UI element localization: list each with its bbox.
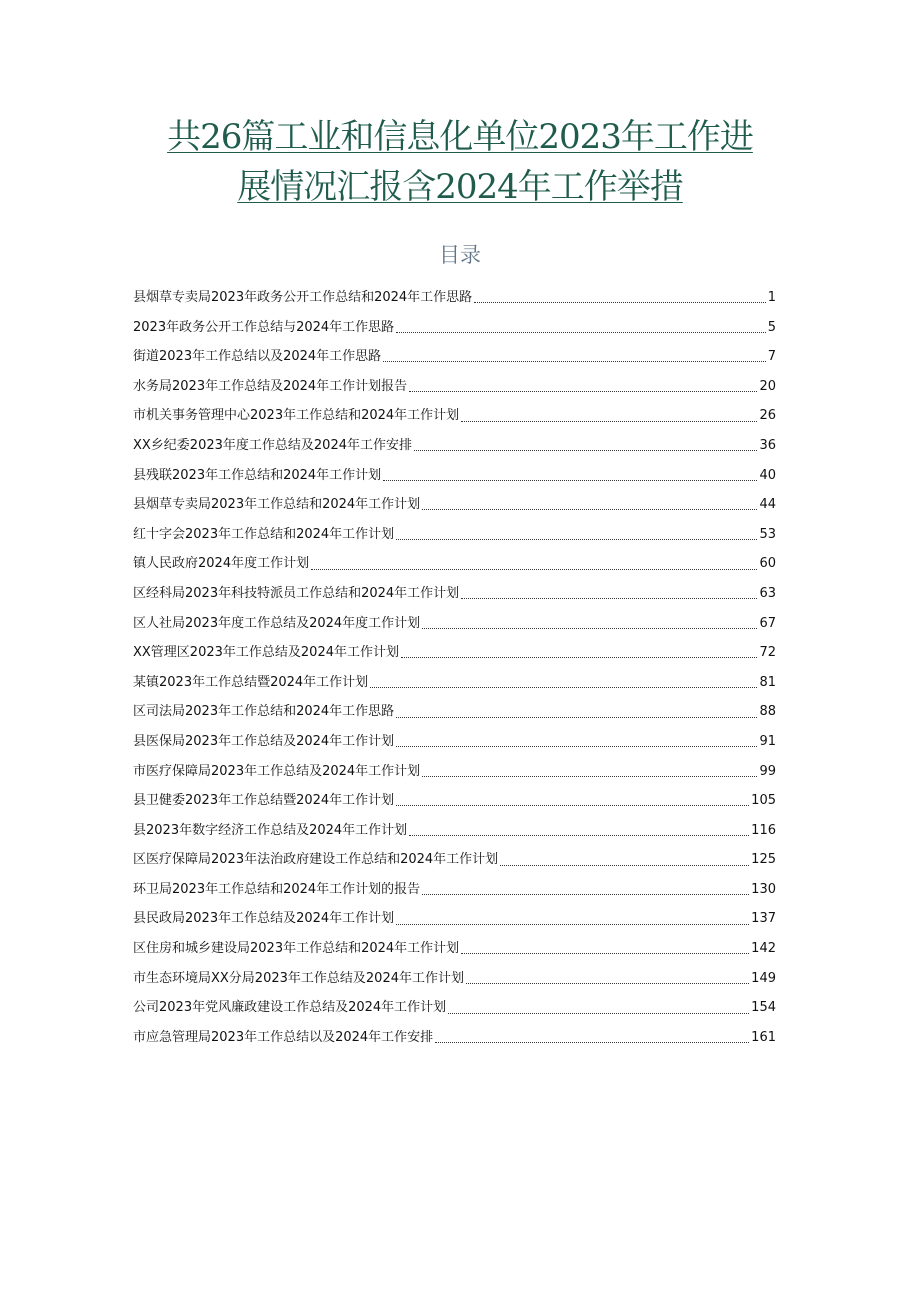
toc-entry-title: 区司法局2023年工作总结和2024年工作思路	[133, 704, 395, 720]
toc-entry-title: 环卫局2023年工作总结和2024年工作计划的报告	[133, 881, 421, 897]
toc-dot-leader	[466, 983, 749, 984]
toc-entry[interactable]	[133, 816, 776, 846]
toc-entry-page-number: 44	[759, 497, 776, 513]
table-of-contents	[133, 283, 776, 1052]
toc-entry-title: 公司2023年党风廉政建设工作总结及2024年工作计划	[133, 1000, 447, 1016]
toc-entry-page-number: 5	[767, 319, 776, 335]
toc-dot-leader	[409, 835, 749, 836]
toc-dot-leader	[422, 894, 749, 895]
document-title-line-2: 展情况汇报含2024年工作举措	[237, 167, 683, 207]
toc-entry-title: XX管理区2023年工作总结及2024年工作计划	[133, 645, 399, 661]
toc-entry-title: 市机关事务管理中心2023年工作总结和2024年工作计划	[133, 408, 460, 424]
toc-entry-page-number: 125	[751, 852, 776, 868]
toc-dot-leader	[396, 924, 749, 925]
toc-entry[interactable]	[133, 401, 776, 431]
toc-entry-title: 县卫健委2023年工作总结暨2024年工作计划	[133, 793, 395, 809]
toc-dot-leader	[383, 480, 757, 481]
toc-entry-title: 某镇2023年工作总结暨2024年工作计划	[133, 674, 369, 690]
toc-entry-title: 县烟草专卖局2023年工作总结和2024年工作计划	[133, 497, 421, 513]
toc-entry-page-number: 53	[759, 526, 776, 542]
toc-entry[interactable]	[133, 579, 776, 609]
toc-entry-title: 县烟草专卖局2023年政务公开工作总结和2024年工作思路	[133, 290, 473, 305]
toc-dot-leader	[370, 687, 757, 688]
document-title	[120, 112, 800, 212]
toc-entry-title: 县2023年数字经济工作总结及2024年工作计划	[133, 822, 408, 838]
toc-dot-leader	[422, 509, 757, 510]
toc-entry[interactable]	[133, 727, 776, 757]
toc-entry[interactable]	[133, 490, 776, 520]
toc-dot-leader	[396, 717, 757, 718]
toc-entry-title: 区经科局2023年科技特派员工作总结和2024年工作计划	[133, 585, 460, 601]
toc-entry-title: 街道2023年工作总结以及2024年工作思路	[133, 349, 382, 365]
toc-dot-leader	[422, 776, 757, 777]
toc-entry-page-number: 88	[759, 704, 776, 720]
toc-entry-page-number: 40	[759, 467, 776, 483]
toc-entry-page-number: 1	[767, 290, 776, 305]
toc-entry[interactable]	[133, 934, 776, 964]
toc-entry[interactable]	[133, 697, 776, 727]
toc-entry-title: 区人社局2023年度工作总结及2024年度工作计划	[133, 615, 421, 631]
toc-dot-leader	[461, 421, 757, 422]
toc-entry-title: 县民政局2023年工作总结及2024年工作计划	[133, 911, 395, 927]
toc-dot-leader	[461, 953, 749, 954]
toc-entry-title: 市医疗保障局2023年工作总结及2024年工作计划	[133, 763, 421, 779]
toc-entry-page-number: 67	[759, 615, 776, 631]
toc-entry-page-number: 99	[759, 763, 776, 779]
toc-entry[interactable]	[133, 845, 776, 875]
toc-entry[interactable]	[133, 668, 776, 698]
toc-entry-page-number: 116	[751, 822, 776, 838]
toc-entry-page-number: 36	[759, 437, 776, 453]
toc-dot-leader	[422, 628, 757, 629]
toc-heading: 目录	[439, 243, 481, 267]
toc-entry-page-number: 72	[759, 645, 776, 661]
toc-dot-leader	[396, 805, 749, 806]
toc-entry-title: XX乡纪委2023年度工作总结及2024年工作安排	[133, 437, 412, 453]
toc-dot-leader	[401, 657, 757, 658]
toc-entry-page-number: 20	[759, 378, 776, 394]
toc-entry-page-number: 137	[751, 911, 776, 927]
toc-entry[interactable]	[133, 431, 776, 461]
toc-entry-page-number: 7	[767, 349, 776, 365]
toc-entry[interactable]	[133, 993, 776, 1023]
toc-dot-leader	[500, 865, 749, 866]
toc-entry-title: 水务局2023年工作总结及2024年工作计划报告	[133, 378, 408, 394]
toc-dot-leader	[409, 391, 757, 392]
toc-entry[interactable]	[133, 520, 776, 550]
toc-entry[interactable]	[133, 638, 776, 668]
toc-dot-leader	[414, 450, 757, 451]
toc-entry-title: 区住房和城乡建设局2023年工作总结和2024年工作计划	[133, 941, 460, 957]
toc-dot-leader	[311, 569, 757, 570]
toc-entry-page-number: 105	[751, 793, 776, 809]
toc-entry[interactable]	[133, 461, 776, 491]
toc-entry[interactable]	[133, 875, 776, 905]
toc-entry[interactable]	[133, 372, 776, 402]
toc-dot-leader	[435, 1042, 749, 1043]
toc-entry-page-number: 130	[751, 881, 776, 897]
toc-entry-title: 镇人民政府2024年度工作计划	[133, 556, 310, 572]
toc-entry[interactable]	[133, 964, 776, 994]
toc-entry-page-number: 26	[759, 408, 776, 424]
toc-entry-page-number: 63	[759, 585, 776, 601]
toc-entry-page-number: 60	[759, 556, 776, 572]
toc-dot-leader	[383, 361, 766, 362]
toc-entry-title: 县残联2023年工作总结和2024年工作计划	[133, 467, 382, 483]
toc-entry-page-number: 91	[759, 733, 776, 749]
toc-entry[interactable]	[133, 786, 776, 816]
toc-entry[interactable]	[133, 283, 776, 313]
toc-entry[interactable]	[133, 609, 776, 639]
toc-entry-title: 市生态环境局XX分局2023年工作总结及2024年工作计划	[133, 970, 464, 986]
toc-entry-page-number: 81	[759, 674, 776, 690]
toc-entry-title: 区医疗保障局2023年法治政府建设工作总结和2024年工作计划	[133, 852, 499, 868]
toc-dot-leader	[396, 539, 757, 540]
toc-entry[interactable]	[133, 313, 776, 343]
toc-entry-title: 市应急管理局2023年工作总结以及2024年工作安排	[133, 1029, 434, 1045]
toc-entry-page-number: 142	[751, 941, 776, 957]
toc-entry[interactable]	[133, 1023, 776, 1053]
document-title-line-1: 共26篇工业和信息化单位2023年工作进	[167, 117, 753, 157]
toc-dot-leader	[474, 302, 766, 303]
toc-dot-leader	[396, 746, 757, 747]
toc-entry-title: 2023年政务公开工作总结与2024年工作思路	[133, 319, 395, 335]
toc-entry[interactable]	[133, 904, 776, 934]
toc-entry-title: 县医保局2023年工作总结及2024年工作计划	[133, 733, 395, 749]
toc-entry[interactable]	[133, 757, 776, 787]
toc-entry[interactable]	[133, 549, 776, 579]
toc-entry[interactable]	[133, 342, 776, 372]
toc-entry-title: 红十字会2023年工作总结和2024年工作计划	[133, 526, 395, 542]
toc-entry-page-number: 154	[751, 1000, 776, 1016]
toc-entry-page-number: 161	[751, 1029, 776, 1045]
toc-dot-leader	[396, 332, 766, 333]
toc-entry-page-number: 149	[751, 970, 776, 986]
toc-dot-leader	[461, 598, 757, 599]
toc-dot-leader	[448, 1013, 749, 1014]
